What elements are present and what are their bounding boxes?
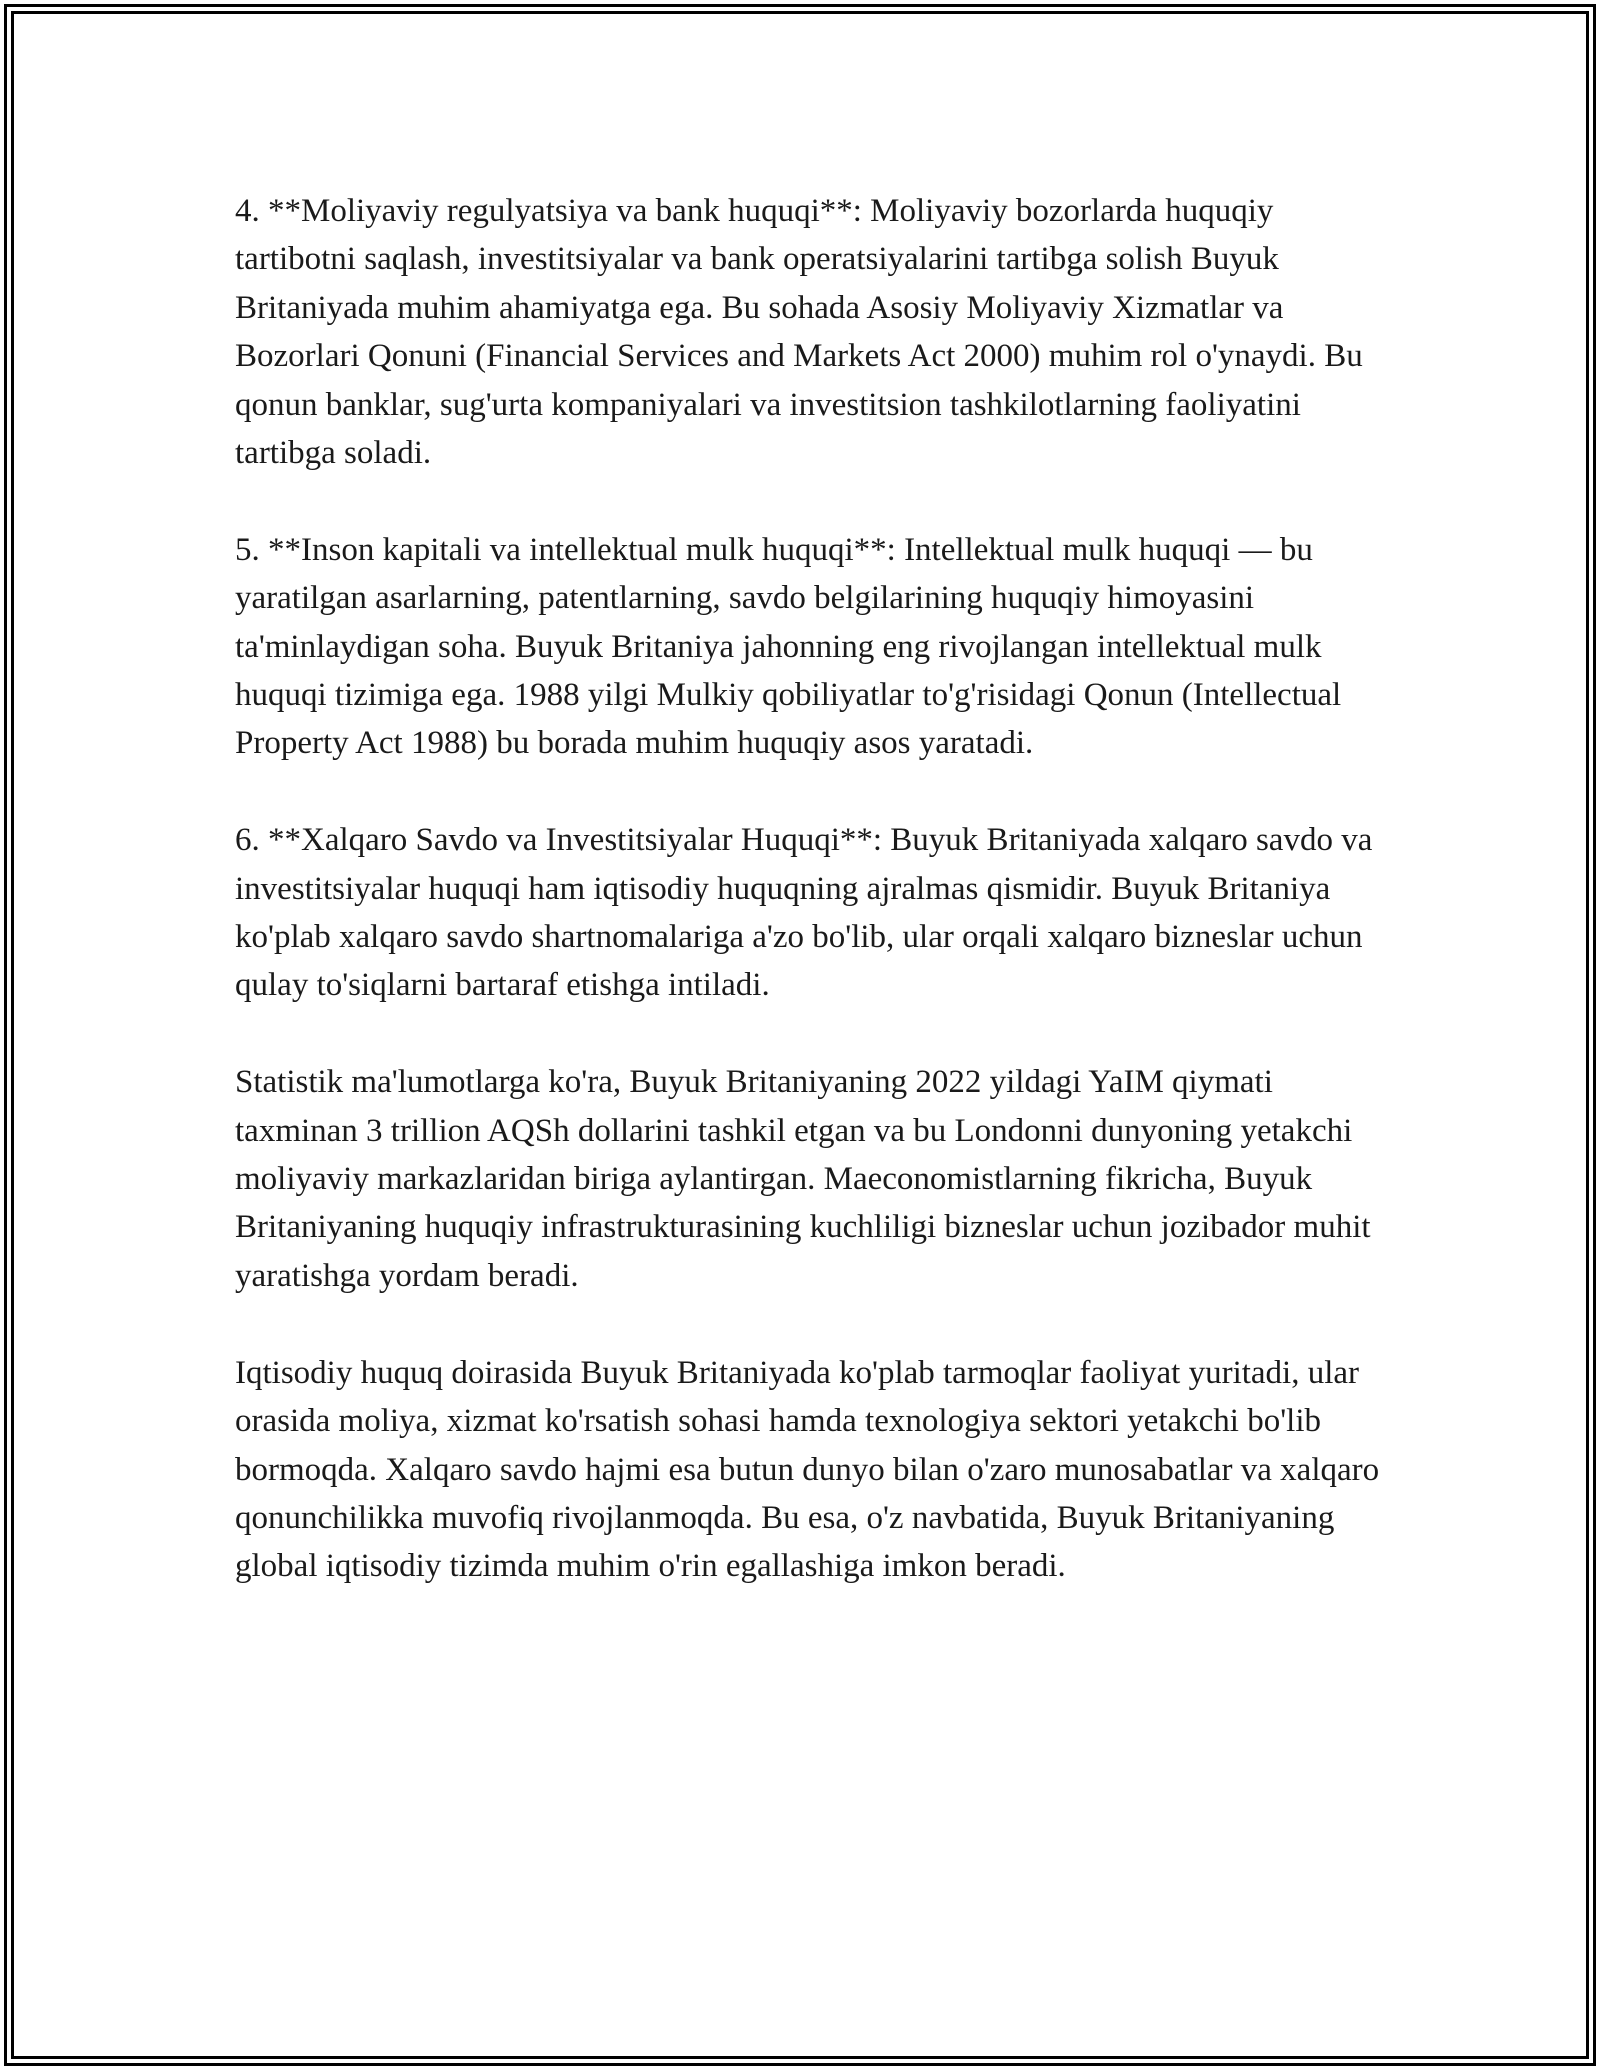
document-body [235, 187, 1385, 1639]
paragraph-financial-regulation: 4. **Moliyaviy regulyatsiya va bank huquqi**: Moliyaviy bozorlarda huquqiy tartibotni saqlash, investitsiyalar va bank operatsiyalarini tartibga solish Buyuk Britaniyada muhim ahamiyatga ega. Bu sohada Asosiy Moliyaviy Xizmatlar va Bozorlari Qonuni (Financial Services and Markets Act 2000) muhim rol o'ynaydi. Bu qonun banklar, sug'urta kompaniyalari va investitsion tashkilotlarning faoliyatini tartibga soladi. [235, 193, 1363, 472]
paragraph-economic-law: Iqtisodiy huquq doirasida Buyuk Britaniyada ko'plab tarmoqlar faoliyat yuritadi, ular orasida moliya, xizmat ko'rsatish sohasi hamda texnologiya sektori yetakchi bo'lib bormoqda. Xalqaro savdo hajmi esa butun dunyo bilan o'zaro munosabatlar va xalqaro qonunchilikka muvofiq rivojlanmoqda. Bu esa, o'z navbatida, Buyuk Britaniyaning global iqtisodiy tizimda muhim o'rin egallashiga imkon beradi. [235, 1354, 1380, 1585]
paragraph-statistics: Statistik ma'lumotlarga ko'ra, Buyuk Britaniyaning 2022 yildagi YaIM qiymati taxminan 3 trillion AQSh dollarini tashkil etgan va bu Londonni dunyoning yetakchi moliyaviy markazlaridan biriga aylantirgan. Maeconomistlarning fikricha, Buyuk Britaniyaning huquqiy infrastrukturasining kuchliligi bizneslar uchun jozibador muhit yaratishga yordam beradi. [235, 1064, 1371, 1294]
paragraph-intellectual-property: 5. **Inson kapitali va intellektual mulk huquqi**: Intellektual mulk huquqi — bu yaratilgan asarlarning, patentlarning, savdo belgilarining huquqiy himoyasini ta'minlaydigan soha. Buyuk Britaniya jahonning eng rivojlangan intellektual mulk huquqi tizimiga ega. 1988 yilgi Mulkiy qobiliyatlar to'g'risidagi Qonun (Intellectual Property Act 1988) bu borada muhim huquqiy asos yaratadi. [235, 531, 1342, 762]
paragraph-international-trade: 6. **Xalqaro Savdo va Investitsiyalar Huquqi**: Buyuk Britaniyada xalqaro savdo va investitsiyalar huquqi ham iqtisodiy huquqning ajralmas qismidir. Buyuk Britaniya ko'plab xalqaro savdo shartnomalariga a'zo bo'lib, ular orqali xalqaro bizneslar uchun qulay to'siqlarni bartaraf etishga intiladi. [235, 822, 1373, 1004]
